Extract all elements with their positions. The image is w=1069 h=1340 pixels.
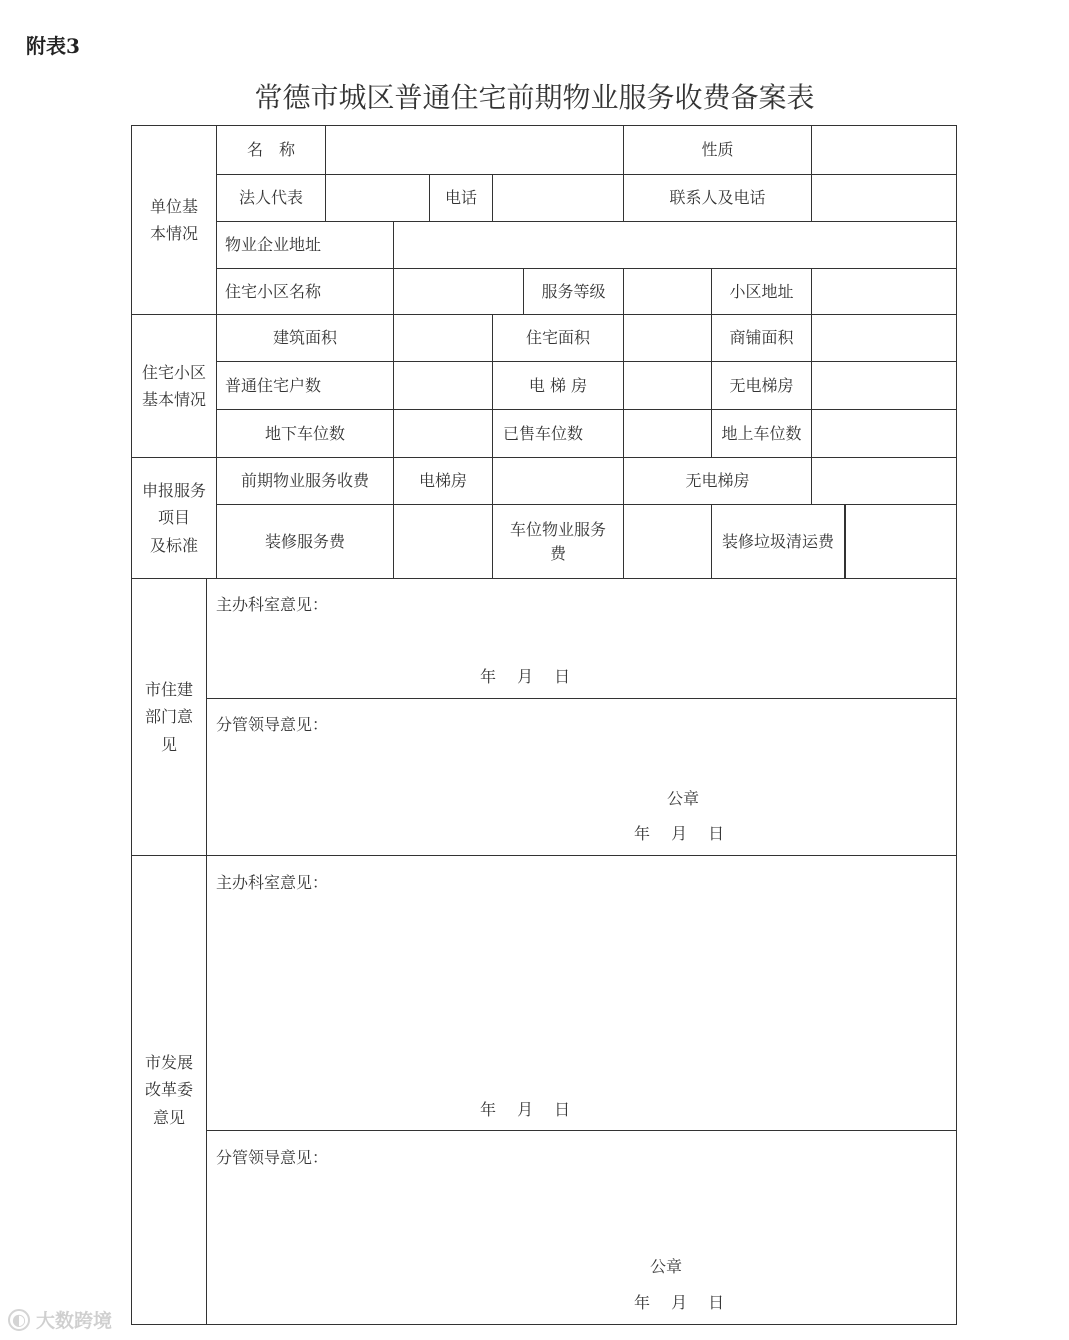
- section-line: [131, 855, 957, 856]
- label-name: 名 称: [246, 140, 295, 159]
- annex-label: 附表3: [26, 34, 80, 58]
- drc-main-office-label: 主办科室意见：: [216, 873, 329, 892]
- label-building-area: 建筑面积: [272, 328, 337, 347]
- value-legal-rep[interactable]: [326, 175, 429, 221]
- col-line: [206, 578, 207, 1325]
- value-shop-area[interactable]: [812, 315, 956, 361]
- value-phone[interactable]: [493, 175, 623, 221]
- value-sold-parking[interactable]: [624, 410, 711, 457]
- value-elevator-house[interactable]: [624, 362, 711, 409]
- housing-main-office-date: 年 月 日: [480, 667, 571, 686]
- section-unit-info: 单位基 本情况: [149, 196, 198, 243]
- label-shop-area: 商铺面积: [729, 328, 794, 347]
- value-ground-parking[interactable]: [812, 410, 956, 457]
- label-fee-elevator: 电梯房: [418, 471, 467, 490]
- label-phone: 电话: [444, 188, 477, 207]
- section-line: [131, 578, 957, 579]
- row-line: [206, 1130, 957, 1131]
- housing-leader-label: 分管领导意见：: [216, 715, 329, 734]
- section-drc-opinion: 市发展 改革委 意见: [144, 1053, 193, 1127]
- label-garbage-fee: 装修垃圾清运费: [721, 531, 834, 551]
- value-community-name[interactable]: [394, 269, 523, 314]
- section-community-info: 住宅小区 基本情况: [141, 362, 206, 409]
- label-legal-rep: 法人代表: [238, 188, 303, 207]
- label-fee-no-elevator: 无电梯房: [685, 471, 750, 490]
- drc-leader-date: 年 月 日: [634, 1293, 725, 1312]
- label-households: 普通住宅户数: [225, 375, 322, 395]
- label-residential-area: 住宅面积: [525, 328, 590, 347]
- housing-seal-label: 公章: [667, 789, 700, 808]
- value-fee-elevator[interactable]: [493, 458, 623, 504]
- label-nature: 性质: [701, 140, 734, 159]
- value-parking-fee[interactable]: [624, 505, 711, 578]
- value-service-level[interactable]: [624, 269, 711, 314]
- label-service-level: 服务等级: [541, 281, 606, 301]
- housing-leader-date: 年 月 日: [634, 824, 725, 843]
- watermark-text: 大数跨境: [36, 1310, 113, 1332]
- label-underground-parking: 地下车位数: [264, 423, 345, 443]
- value-nature[interactable]: [812, 126, 956, 174]
- value-company-address[interactable]: [394, 222, 956, 268]
- label-parking-fee: 车位物业服务 费: [509, 519, 606, 563]
- value-community-address[interactable]: [812, 269, 956, 314]
- value-garbage-fee[interactable]: [846, 505, 956, 578]
- table-border-bottom: [131, 1324, 957, 1325]
- housing-main-office-label: 主办科室意见：: [216, 595, 329, 614]
- drc-main-office-date: 年 月 日: [480, 1100, 571, 1119]
- value-building-area[interactable]: [394, 315, 492, 361]
- drc-seal-label: 公章: [650, 1257, 683, 1276]
- value-no-elevator-house[interactable]: [812, 362, 956, 409]
- label-no-elevator-house: 无电梯房: [729, 375, 794, 395]
- watermark: [8, 1306, 112, 1333]
- label-company-address: 物业企业地址: [225, 235, 322, 254]
- drc-leader-label: 分管领导意见：: [216, 1148, 329, 1167]
- table-border-right: [956, 125, 957, 1325]
- watermark-logo-icon: ◐: [8, 1309, 30, 1331]
- label-decoration-fee: 装修服务费: [264, 531, 345, 551]
- value-decoration-fee[interactable]: [394, 505, 492, 578]
- value-contact[interactable]: [812, 175, 956, 221]
- label-ground-parking: 地上车位数: [721, 423, 802, 443]
- value-residential-area[interactable]: [624, 315, 711, 361]
- label-sold-parking: 已售车位数: [502, 423, 583, 443]
- label-community-name: 住宅小区名称: [225, 281, 322, 301]
- row-line: [206, 698, 957, 699]
- label-contact: 联系人及电话: [669, 188, 766, 207]
- value-fee-no-elevator[interactable]: [812, 458, 956, 504]
- value-households[interactable]: [394, 362, 492, 409]
- form-title: 常德市城区普通住宅前期物业服务收费备案表: [254, 81, 815, 114]
- label-elevator-house: 电 梯 房: [528, 375, 588, 395]
- section-housing-dept-opinion: 市住建 部门意 见: [144, 680, 193, 754]
- label-community-address: 小区地址: [729, 281, 794, 301]
- section-service-items: 申报服务 项目 及标准: [141, 481, 206, 555]
- value-name[interactable]: [326, 126, 623, 174]
- value-underground-parking[interactable]: [394, 410, 492, 457]
- label-preliminary-fee: 前期物业服务收费: [240, 471, 369, 490]
